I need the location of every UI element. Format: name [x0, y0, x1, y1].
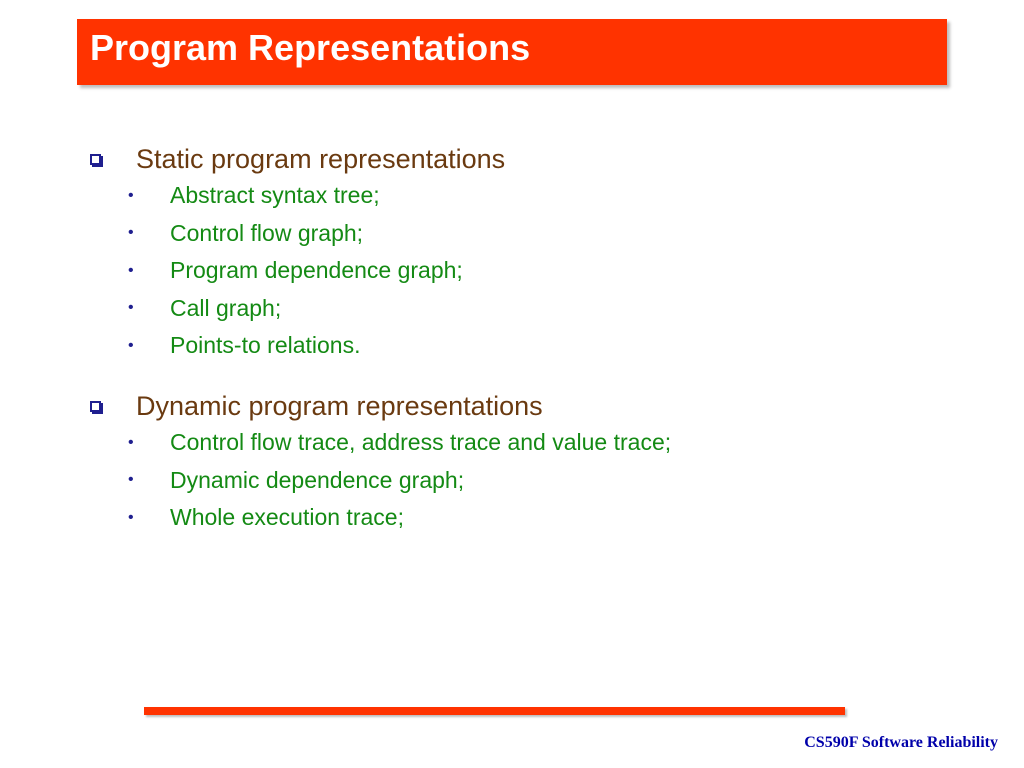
list-item: [90, 499, 671, 537]
list-item: [90, 462, 671, 500]
list-item-text: Points-to relations.: [170, 332, 361, 359]
section-dynamic: [90, 388, 671, 537]
footer-divider: [144, 707, 845, 715]
dot-bullet-icon: •: [128, 508, 134, 526]
list-item: [90, 424, 671, 462]
dot-bullet-icon: •: [128, 299, 134, 317]
slide-title: Program Representations: [90, 27, 531, 68]
list-item-text: Whole execution trace;: [170, 504, 404, 531]
section-heading: Static program representations: [136, 143, 506, 174]
dot-bullet-icon: •: [128, 336, 134, 354]
item-list: [90, 424, 671, 537]
list-item-text: Abstract syntax tree;: [170, 182, 380, 209]
list-item: [90, 215, 505, 253]
dot-bullet-icon: •: [128, 186, 134, 204]
title-bar: [77, 19, 947, 85]
hollow-square-icon: [90, 401, 101, 412]
list-item: [90, 327, 505, 365]
list-item-text: Call graph;: [170, 294, 282, 321]
list-item-text: Control flow trace, address trace and value trace;: [170, 429, 672, 456]
section-heading: Dynamic program representations: [136, 390, 543, 421]
footer-course-label: CS590F Software Reliability: [804, 734, 998, 751]
list-item-text: Program dependence graph;: [170, 257, 463, 284]
list-item-text: Control flow graph;: [170, 219, 364, 246]
dot-bullet-icon: •: [128, 433, 134, 451]
list-item: [90, 252, 505, 290]
list-item: [90, 177, 505, 215]
list-item: [90, 290, 505, 328]
list-item-text: Dynamic dependence graph;: [170, 466, 465, 493]
dot-bullet-icon: •: [128, 471, 134, 489]
section-heading-row: [90, 141, 505, 177]
hollow-square-icon: [90, 154, 101, 165]
dot-bullet-icon: •: [128, 224, 134, 242]
item-list: [90, 177, 505, 365]
dot-bullet-icon: •: [128, 261, 134, 279]
section-heading-row: [90, 388, 671, 424]
section-static: [90, 141, 505, 365]
